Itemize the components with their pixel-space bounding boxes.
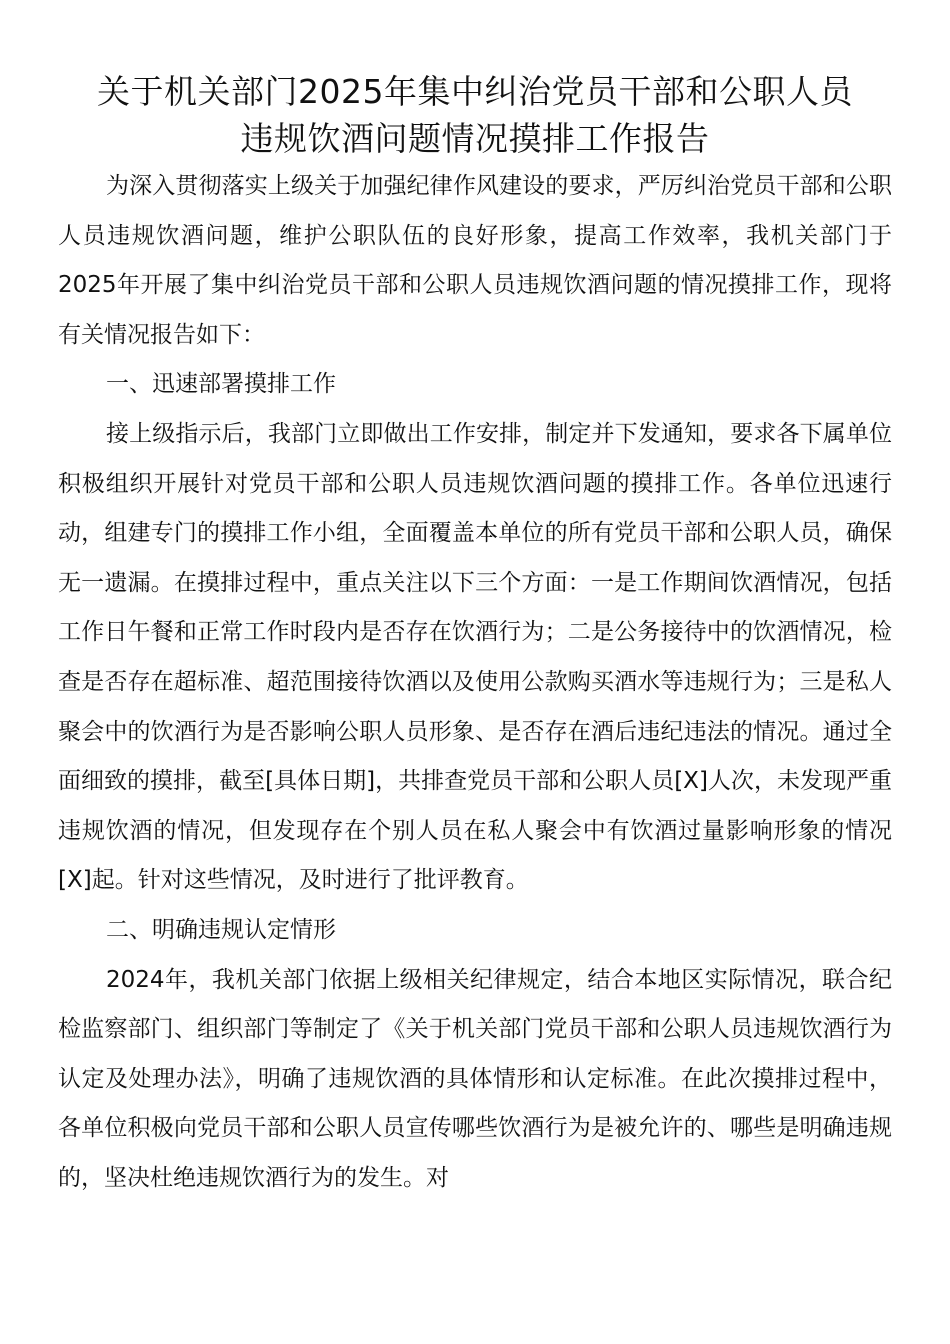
section-2-paragraph: 2024年，我机关部门依据上级相关纪律规定，结合本地区实际情况，联合纪检监察部门、组织部门等制定了《关于机关部门党员干部和公职人员违规饮酒行为认定及处理办法》，明确了违规饮酒的具体情形和认定标准。在此次摸排过程中，各单位积极向党员干部和公职人员宣传哪些饮酒行为是被允许的、哪些是明确违规的，坚决杜绝违规饮酒行为的发生。对 (58, 966, 892, 1191)
document-title (58, 68, 892, 162)
title-line-1: 关于机关部门2025年集中纠治党员干部和公职人员 (97, 72, 853, 111)
title-line-2: 违规饮酒问题情况摸排工作报告 (240, 119, 710, 158)
section-1-heading: 一、迅速部署摸排工作 (106, 371, 336, 398)
section-1-paragraph: 接上级指示后，我部门立即做出工作安排，制定并下发通知，要求各下属单位积极组织开展针对党员干部和公职人员违规饮酒问题的摸排工作。各单位迅速行动，组建专门的摸排工作小组，全面覆盖本单位的所有党员干部和公职人员，确保无一遗漏。在摸排过程中，重点关注以下三个方面：一是工作期间饮酒情况，包括工作日午餐和正常工作时段内是否存在饮酒行为；二是公务接待中的饮酒情况，检查是否存在超标准、超范围接待饮酒以及使用公款购买酒水等违规行为；三是私人聚会中的饮酒行为是否影响公职人员形象、是否存在酒后违纪违法的情况。通过全面细致的摸排，截至[具体日期]，共排查党员干部和公职人员[X]人次，未发现严重违规饮酒的情况，但发现存在个别人员在私人聚会中有饮酒过量影响形象的情况[X]起。针对这些情况，及时进行了批评教育。 (58, 420, 892, 894)
intro-paragraph: 为深入贯彻落实上级关于加强纪律作风建设的要求，严厉纠治党员干部和公职人员违规饮酒问题，维护公职队伍的良好形象，提高工作效率，我机关部门于2025年开展了集中纠治党员干部和公职人员违规饮酒问题的情况摸排工作，现将有关情况报告如下： (58, 173, 892, 348)
document-page (58, 68, 892, 1203)
section-2-heading: 二、明确违规认定情形 (106, 916, 336, 943)
